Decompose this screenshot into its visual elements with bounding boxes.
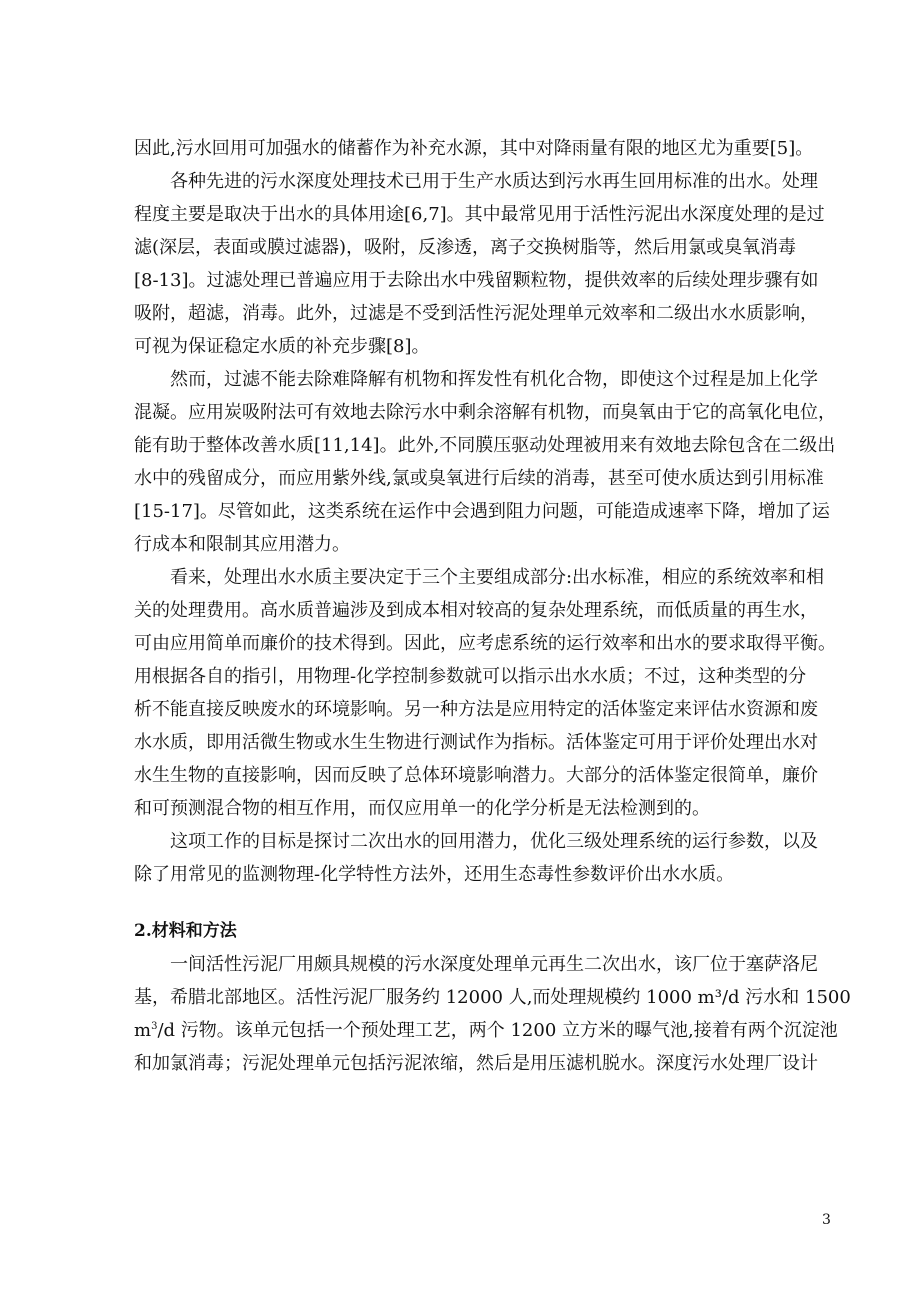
- text-line: 水水质，即用活微生物或水生生物进行测试作为指标。活体鉴定可用于评价处理出水对: [134, 732, 818, 753]
- section-paragraph: [134, 948, 851, 1080]
- body-text: [134, 132, 851, 1080]
- text-line: 一间活性污泥厂用颇具规模的污水深度处理单元再生二次出水，该厂位于塞萨洛尼: [170, 954, 818, 975]
- section-heading: 2.材料和方法: [134, 921, 237, 941]
- text-line: 除了用常见的监测物理-化学特性方法外，还用生态毒性参数评价出水水质。: [134, 864, 735, 885]
- text-line: 可视为保证稳定水质的补充步骤[8]。: [134, 336, 430, 357]
- text-line: 行成本和限制其应用潜力。: [134, 534, 350, 555]
- text-line: 能有助于整体改善水质[11,14]。此外,不同膜压驱动处理被用来有效地去除包含在二级出: [134, 435, 836, 456]
- text-line: 看来，处理出水水质主要决定于三个主要组成部分:出水标准，相应的系统效率和相: [170, 567, 825, 588]
- text-line: 用根据各自的指引，用物理-化学控制参数就可以指示出水水质；不过，这种类型的分: [134, 666, 807, 687]
- text-line-rest: /d 污物。该单元包括一个预处理工艺，两个 1200 立方米的曝气池,接着有两个沉淀池: [157, 1020, 838, 1041]
- paragraph: [134, 561, 836, 825]
- text-line: 这项工作的目标是探讨二次出水的回用潜力，优化三级处理系统的运行参数，以及: [170, 831, 818, 852]
- paragraph: [134, 363, 836, 561]
- text-line: [15-17]。尽管如此，这类系统在运作中会遇到阻力问题，可能造成速率下降，增加了运: [134, 501, 830, 522]
- text-line: 可由应用简单而廉价的技术得到。因此，应考虑系统的运行效率和出水的要求取得平衡。: [134, 633, 836, 654]
- text-line: 水中的残留成分，而应用紫外线,氯或臭氧进行后续的消毒，甚至可使水质达到引用标准: [134, 468, 824, 489]
- unit-m: m: [134, 1020, 152, 1041]
- paragraph: [134, 165, 825, 363]
- text-line: 混凝。应用炭吸附法可有效地去除污水中剩余溶解有机物，而臭氧由于它的高氧化电位，: [134, 402, 836, 423]
- text-line: 和加氯消毒；污泥处理单元包括污泥浓缩，然后是用压滤机脱水。深度污水处理厂设计: [134, 1053, 818, 1074]
- text-line: 析不能直接反映废水的环境影响。另一种方法是应用特定的活体鉴定来评估水资源和废: [134, 699, 818, 720]
- paragraph: [134, 132, 814, 165]
- text-line: 基，希腊北部地区。活性污泥厂服务约 12000 人,而处理规模约 1000 m³/d 污水和 1500: [134, 987, 851, 1008]
- text-line: 吸附，超滤，消毒。此外，过滤是不受到活性污泥处理单元效率和二级出水水质影响，: [134, 303, 818, 324]
- paragraph-container: [134, 132, 836, 891]
- unit-superscript: 3: [151, 1021, 158, 1032]
- text-line: 因此,污水回用可加强水的储蓄作为补充水源，其中对降雨量有限的地区尤为重要[5]。: [134, 138, 814, 159]
- text-line: 各种先进的污水深度处理技术已用于生产水质达到污水再生回用标准的出水。处理: [170, 171, 818, 192]
- text-line: 程度主要是取决于出水的具体用途[6,7]。其中最常见用于活性污泥出水深度处理的是过: [134, 204, 825, 225]
- text-line: 水生生物的直接影响，因而反映了总体环境影响潜力。大部分的活体鉴定很简单，廉价: [134, 765, 818, 786]
- page-number: 3: [822, 1212, 831, 1228]
- text-line: [134, 1014, 838, 1047]
- text-line: [8-13]。过滤处理已普遍应用于去除出水中残留颗粒物，提供效率的后续处理步骤有如: [134, 270, 819, 291]
- text-line: 和可预测混合物的相互作用，而仅应用单一的化学分析是无法检测到的。: [134, 798, 710, 819]
- text-line: 然而，过滤不能去除难降解有机物和挥发性有机化合物，即使这个过程是加上化学: [170, 369, 818, 390]
- text-line: 滤(深层，表面或膜过滤器)，吸附，反渗透，离子交换树脂等，然后用氯或臭氧消毒: [134, 237, 797, 258]
- text-line: 关的处理费用。高水质普遍涉及到成本相对较高的复杂处理系统，而低质量的再生水，: [134, 600, 818, 621]
- paragraph: [134, 825, 818, 891]
